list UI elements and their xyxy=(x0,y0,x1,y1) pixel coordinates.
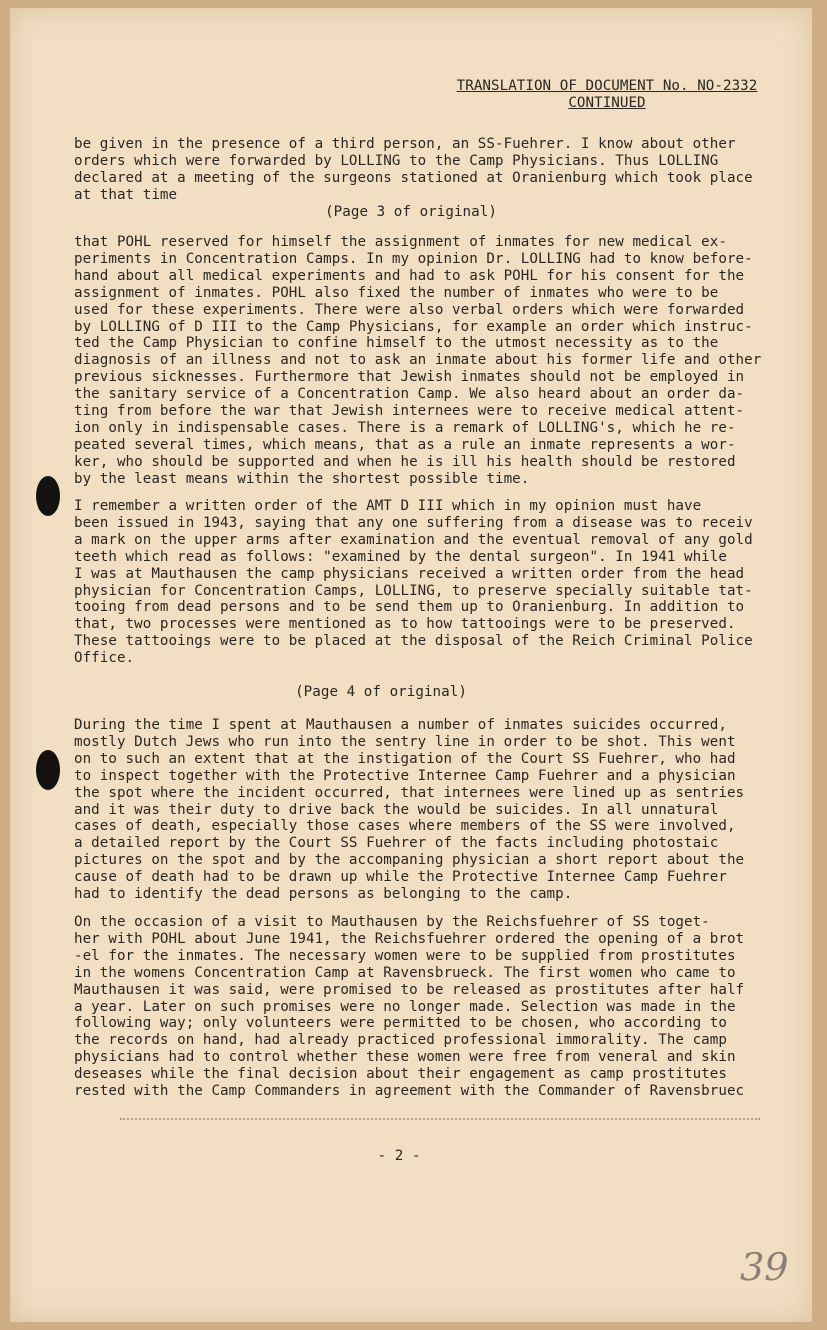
document-page xyxy=(10,8,812,1322)
punch-hole-bottom xyxy=(36,750,60,790)
paragraph-4: During the time I spent at Mauthausen a number of inmates suicides occurred, mostly Dutch Jews who run into the sentry line in order to be shot. This went on to such an extent that at the instigation of the Court SS Fuehrer, who had to inspect together with the Protective Internee Camp Fuehrer and a physician the spot where the incident occurred, that internees were lined up as sentries and it was their duty to drive back the would be suicides. In all unnatural cases of death, especially those cases where members of the SS were involved, a detailed report by the Court SS Fuehrer of the facts including photostaic pictures on the spot and by the accompaning physician a short report about the cause of death had to be drawn up while the Protective Internee Camp Fuehrer had to identify the dead persons as belonging to the camp. xyxy=(74,717,745,903)
page-reference-4: (Page 4 of original) xyxy=(295,684,467,700)
page-reference-3: (Page 3 of original) xyxy=(325,204,497,220)
header-title: TRANSLATION OF DOCUMENT No. NO-2332 xyxy=(456,78,758,94)
punch-hole-top xyxy=(36,476,60,516)
paragraph-5: On the occasion of a visit to Mauthausen by the Reichsfuehrer of SS toget- her with POHL about June 1941, the Reichsfuehrer ordered the opening of a brot -el for the inmates. The necessary women were to be supplied from prostitutes in the womens Concentration Camp at Ravensbrueck. The first women who came to Mauthausen it was said, were promised to be released as prostitutes after half a year. Later on such promises were no longer made. Selection was made in the following way; only volunteers were permitted to be chosen, who according to the records on hand, had already practiced professional immorality. The camp physicians had to control whether these women were free from veneral and skin deseases while the final decision about their engagement as camp prostitutes rested with the Camp Commanders in agreement with the Commander of Ravensbruec xyxy=(74,914,745,1100)
paragraph-3: I remember a written order of the AMT D III which in my opinion must have been issued in 1943, saying that any one suffering from a disease was to receiv a mark on the upper arms after examination and the eventual removal of any gold teeth which read as follows: "examined by the dental surgeon". In 1941 while I was at Mauthausen the camp physicians received a written order from the head physician for Concentration Camps, LOLLING, to preserve specially suitable tat- tooing from dead persons and to be send them up to Oranienburg. In addition to that, two processes were mentioned as to how tattooings were to be preserved. These tattooings were to be placed at the disposal of the Reich Criminal Police Office. xyxy=(74,498,753,667)
footer-rule xyxy=(120,1118,760,1120)
paragraph-1: be given in the presence of a third person, an SS-Fuehrer. I know about other orders which were forwarded by LOLLING to the Camp Physicians. Thus LOLLING declared at a meeting of the surgeons stationed at Oranienburg which took place at that time xyxy=(74,136,753,203)
header-continued: CONTINUED xyxy=(568,95,646,111)
paragraph-2: that POHL reserved for himself the assignment of inmates for new medical ex- periments in Concentration Camps. In my opinion Dr. LOLLING had to know before- hand about all medical experiments and had to ask POHL for his consent for the assignment of inmates. POHL also fixed the number of inmates who were to be used for these experiments. There were also verbal orders which were forwarded by LOLLING of D III to the Camp Physicians, for example an order which instruc- ted the Camp Physician to confine himself to the utmost necessity as to the diagnosis of an illness and not to ask an inmate about his former life and other previous sicknesses. Furthermore that Jewish inmates should not be employed in the sanitary service of a Concentration Camp. We also heard about an order da- ting from before the war that Jewish internees were to receive medical attent- ion only in indispensable cases. There is a remark of LOLLING's, which he re- peated several times, which means, that as a rule an inmate represents a wor- ker, who should be supported and when he is ill his health should be restored by the least means within the shortest possible time. xyxy=(74,234,762,487)
document-header xyxy=(442,78,772,112)
handwritten-page-number: 39 xyxy=(735,1245,794,1289)
page-number: - 2 - xyxy=(377,1148,421,1164)
